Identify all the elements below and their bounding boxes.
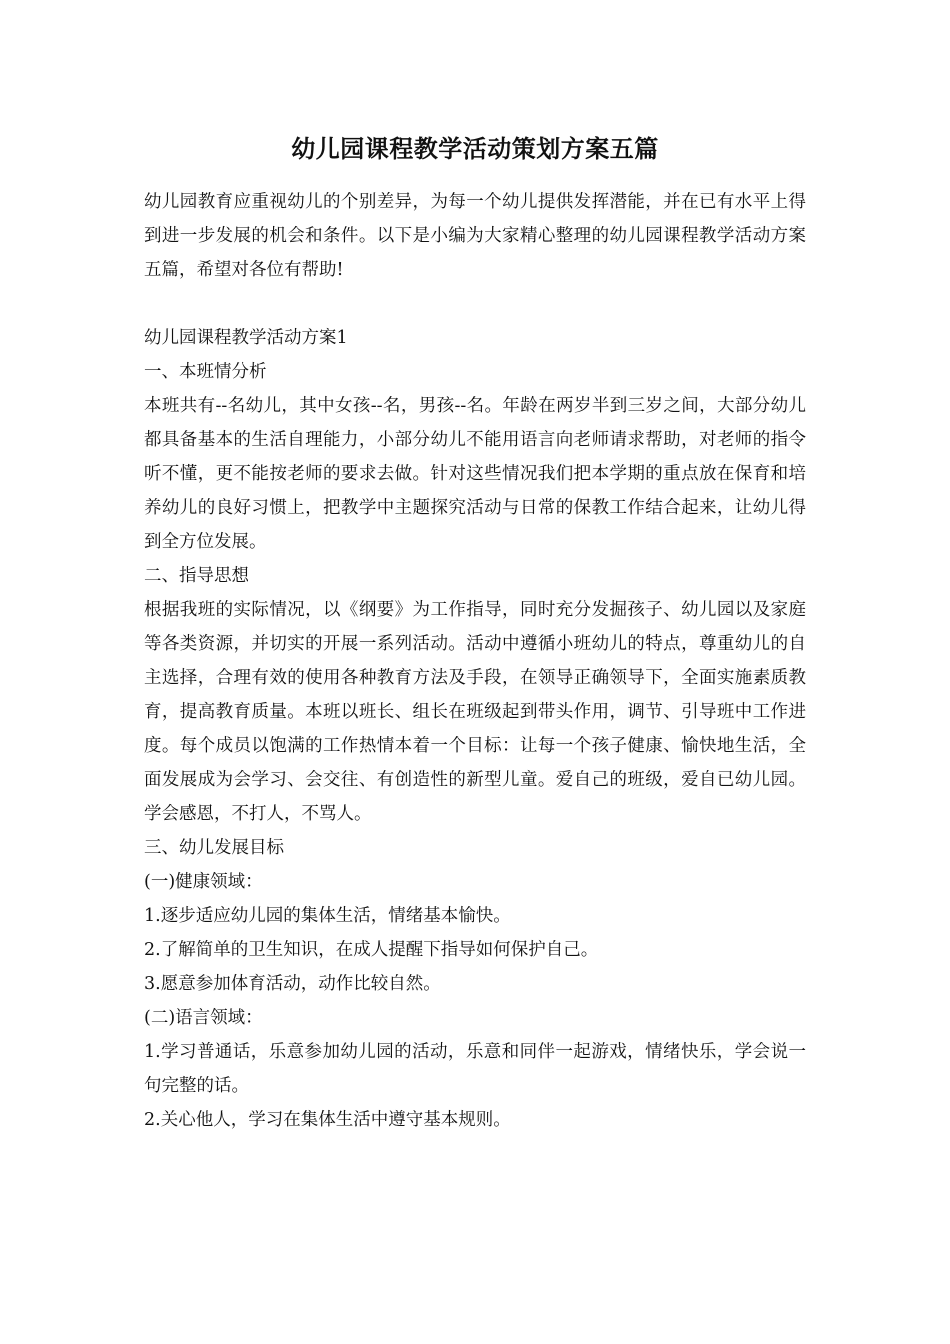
plan-heading: 幼儿园课程教学活动方案1 <box>144 328 348 348</box>
subheading-health: (一)健康领域： <box>144 872 263 892</box>
health-item: 1.逐步适应幼儿园的集体生活，情绪基本愉快。 <box>144 906 511 926</box>
section-heading-development-goals: 三、幼儿发展目标 <box>144 838 284 858</box>
section-heading-guiding-ideology: 二、指导思想 <box>144 566 249 586</box>
section-text-guiding-ideology: 根据我班的实际情况，以《纲要》为工作指导，同时充分发掘孩子、幼儿园以及家庭等各类资源，并切实的开展一系列活动。活动中遵循小班幼儿的特点，尊重幼儿的自主选择，合理有效的使用各种教育方法及手段，在领导正确领导下，全面实施素质教育，提高教育质量。本班以班长、组长在班级起到带头作用，调节、引导班中工作进度。每个成员以饱满的工作热情本着一个目标：让每一个孩子健康、愉快地生活，全面发展成为会学习、会交往、有创造性的新型儿童。爱自己的班级，爱自已幼儿园。学会感恩，不打人，不骂人。 <box>144 600 806 824</box>
subheading-language: (二)语言领域： <box>144 1008 263 1028</box>
language-item: 2.关心他人，学习在集体生活中遵守基本规则。 <box>144 1110 511 1130</box>
health-item: 3.愿意参加体育活动，动作比较自然。 <box>144 974 441 994</box>
health-item: 2.了解简单的卫生知识，在成人提醒下指导如何保护自己。 <box>144 940 599 960</box>
intro-paragraph: 幼儿园教育应重视幼儿的个别差异，为每一个幼儿提供发挥潜能，并在已有水平上得到进一步发展的机会和条件。以下是小编为大家精心整理的幼儿园课程教学活动方案五篇，希望对各位有帮助! <box>144 192 806 280</box>
paragraph-spacer <box>144 287 806 321</box>
language-item: 1.学习普通话，乐意参加幼儿园的活动，乐意和同伴一起游戏，情绪快乐，学会说一句完整的话。 <box>144 1042 806 1096</box>
document-body <box>144 185 806 1137</box>
section-text-class-analysis: 本班共有--名幼儿，其中女孩--名，男孩--名。年龄在两岁半到三岁之间，大部分幼儿都具备基本的生活自理能力，小部分幼儿不能用语言向老师请求帮助，对老师的指令听不懂，更不能按老师的要求去做。针对这些情况我们把本学期的重点放在保育和培养幼儿的良好习惯上，把教学中主题探究活动与日常的保教工作结合起来，让幼儿得到全方位发展。 <box>144 396 806 552</box>
section-heading-class-analysis: 一、本班情分析 <box>144 362 267 382</box>
document-title: 幼儿园课程教学活动策划方案五篇 <box>291 134 659 163</box>
